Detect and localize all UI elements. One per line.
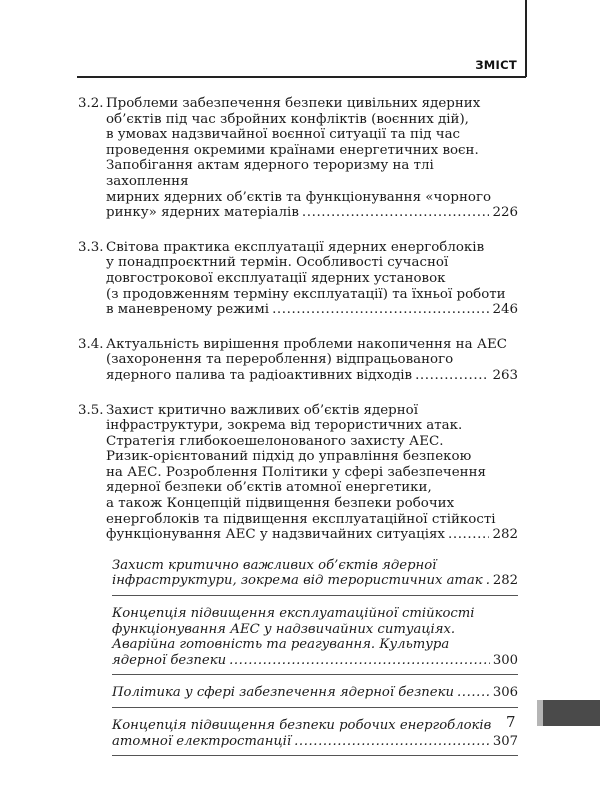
entry-number: 3.5. bbox=[78, 402, 104, 418]
toc-entry-3-2[interactable] bbox=[78, 96, 518, 221]
page-reference[interactable]: 246 bbox=[492, 302, 518, 318]
toc-subentry[interactable] bbox=[112, 553, 518, 596]
toc-entry-3-3[interactable] bbox=[78, 240, 518, 318]
entry-line: в маневреному режимі bbox=[106, 302, 270, 318]
page-reference[interactable]: 282 bbox=[492, 573, 518, 589]
entry-line: Ризик-орієнтований підхід до управління безпекою bbox=[106, 449, 472, 465]
entry-line: Запобігання актам ядерного тероризму на тлі захоплення bbox=[106, 158, 434, 189]
page-reference[interactable]: 282 bbox=[492, 527, 518, 543]
entry-number: 3.2. bbox=[78, 96, 104, 111]
page-reference[interactable]: 226 bbox=[492, 205, 518, 221]
dot-leader bbox=[457, 685, 490, 701]
page-reference[interactable]: 263 bbox=[492, 367, 518, 383]
toc-entry-3-5[interactable] bbox=[78, 403, 518, 543]
entry-line: інфраструктури, зокрема від терористичних атак. bbox=[106, 418, 463, 434]
dot-leader bbox=[448, 527, 489, 543]
entry-line: проведення окремими країнами енергетичних воєн. bbox=[106, 142, 479, 158]
subentries bbox=[112, 553, 518, 756]
entry-line: мирних ядерних об’єктів та функціонування «чорного bbox=[106, 189, 492, 205]
toc-subentry[interactable] bbox=[112, 713, 518, 756]
entry-line: ядерного палива та радіоактивних відходів bbox=[106, 367, 413, 383]
dot-leader bbox=[294, 734, 490, 750]
section-title: ЗМІСТ bbox=[475, 58, 517, 72]
entry-number: 3.3. bbox=[78, 239, 104, 255]
page-reference[interactable]: 306 bbox=[492, 685, 518, 701]
table-of-contents bbox=[78, 96, 518, 761]
entry-line: Стратегія глибокоешелонованого захисту АЕС. bbox=[106, 433, 444, 449]
entry-number: 3.4. bbox=[78, 336, 104, 352]
subentry-line: Концепція підвищення експлуатаційної стійкості bbox=[112, 606, 475, 622]
subentry-line: Аварійна готовність та реагування. Культура bbox=[112, 637, 450, 653]
toc-subentry[interactable] bbox=[112, 601, 518, 675]
entry-line: у понадпроєктний термін. Особливості сучасної bbox=[106, 255, 449, 271]
entry-line: довгострокової експлуатації ядерних установок bbox=[106, 270, 446, 286]
entry-line: енергоблоків та підвищення експлуатаційної стійкості bbox=[106, 511, 496, 527]
header-frame-edge bbox=[525, 0, 527, 77]
entry-line: ринку» ядерних матеріалів bbox=[106, 205, 299, 221]
dot-leader bbox=[272, 302, 489, 318]
entry-line: (захоронення та перероблення) відпрацьованого bbox=[106, 352, 454, 368]
subentry-line: Концепція підвищення безпеки робочих енергоблоків bbox=[112, 718, 492, 733]
dot-leader bbox=[486, 573, 490, 589]
entry-line: Світова практика експлуатації ядерних енергоблоків bbox=[106, 239, 485, 255]
subentry-line: ядерної безпеки bbox=[112, 652, 227, 668]
subentry-line: атомної електростанції bbox=[112, 733, 292, 749]
entry-line: ядерної безпеки об’єктів атомної енергетики, bbox=[106, 480, 432, 496]
entry-line: в умовах надзвичайної воєнної ситуації та під час bbox=[106, 127, 461, 143]
dot-leader bbox=[415, 368, 489, 384]
entry-line: Актуальність вирішення проблеми накопичення на АЕС bbox=[106, 336, 507, 352]
dot-leader bbox=[302, 205, 490, 221]
subentry-line: інфраструктури, зокрема від терористичних атак bbox=[112, 573, 483, 589]
page-reference[interactable]: 307 bbox=[492, 733, 518, 749]
entry-line: об’єктів під час збройних конфліктів (воєнних дій), bbox=[106, 111, 469, 127]
entry-line: (з продовженням терміну експлуатації) та їхньої роботи bbox=[106, 286, 506, 302]
entry-line: на АЕС. Розроблення Політики у сфері забезпечення bbox=[106, 464, 486, 480]
subentry-line: Політика у сфері забезпечення ядерної безпеки bbox=[112, 685, 454, 701]
header-rule bbox=[77, 76, 526, 78]
toc-entry-3-4[interactable] bbox=[78, 337, 518, 384]
page-reference[interactable]: 300 bbox=[492, 652, 518, 668]
entry-line: а також Концепцій підвищення безпеки робочих bbox=[106, 496, 455, 512]
entry-line: Захист критично важливих об’єктів ядерної bbox=[106, 402, 418, 418]
entry-line: функціонування АЕС у надзвичайних ситуаціях bbox=[106, 527, 445, 543]
toc-subentry[interactable] bbox=[112, 680, 518, 708]
dot-leader bbox=[229, 653, 490, 669]
page-edge-tab bbox=[543, 700, 600, 726]
page-number: 7 bbox=[506, 713, 516, 731]
subentry-line: Захист критично важливих об’єктів ядерної bbox=[112, 557, 437, 573]
subentry-line: функціонування АЕС у надзвичайних ситуаціях. bbox=[112, 621, 456, 637]
entry-line: Проблеми забезпечення безпеки цивільних ядерних bbox=[106, 96, 481, 111]
